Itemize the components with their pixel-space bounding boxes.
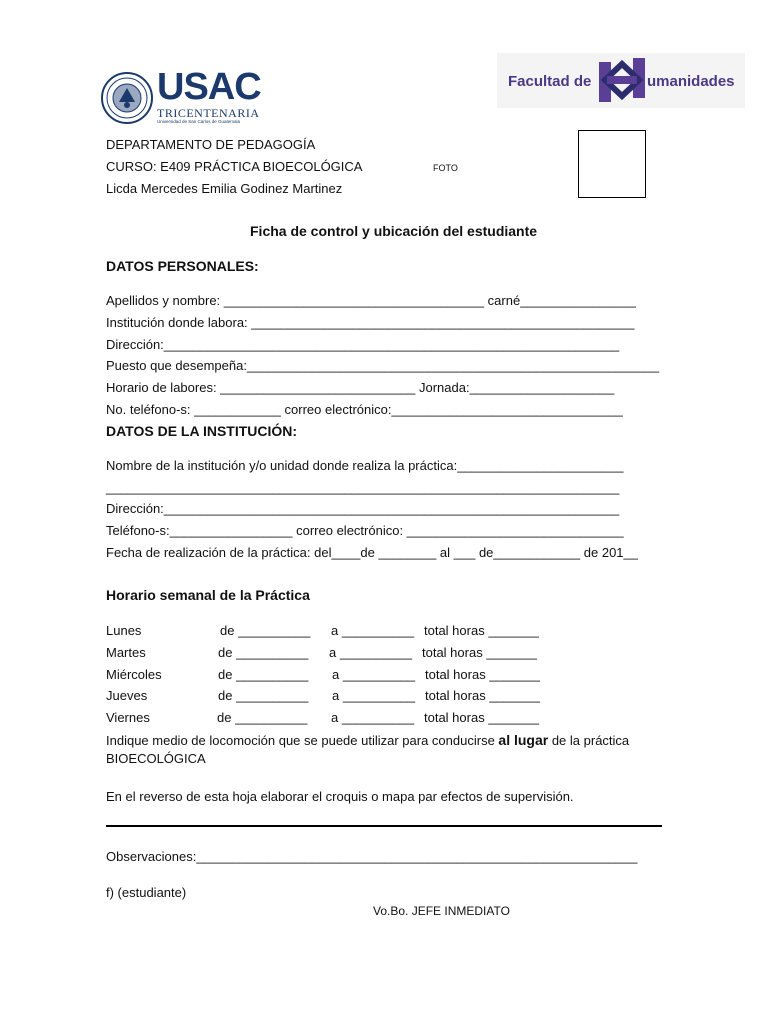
field-address[interactable]: Dirección:_______________________________________________________________: [106, 337, 620, 352]
field-practice-dates[interactable]: Fecha de realización de la práctica: del____de ________ al ___ de____________ de 201__: [106, 545, 638, 560]
field-institution-name[interactable]: Nombre de la institución y/o unidad donde realiza la práctica:_______________________: [106, 458, 624, 473]
schedule-total-field[interactable]: total horas _______: [422, 645, 537, 660]
schedule-day: Viernes: [106, 710, 150, 725]
schedule-to-field[interactable]: a __________: [329, 645, 413, 660]
field-phone-email[interactable]: No. teléfono-s: ____________ correo electrónico:________________________________: [106, 402, 623, 417]
schedule-total-field[interactable]: total horas _______: [424, 623, 539, 638]
transport-question: [106, 732, 629, 748]
transport-text-b: de la práctica: [548, 733, 630, 748]
transport-text-a: Indique medio de locomoción que se puede utilizar para conducirse: [106, 733, 499, 748]
schedule-total-field[interactable]: total horas _______: [424, 710, 539, 725]
schedule-from-field[interactable]: de __________: [218, 688, 309, 703]
transport-question-line2: BIOECOLÓGICA: [106, 751, 206, 766]
usac-wordmark: USAC: [157, 66, 261, 108]
usac-tagline: TRICENTENARIA: [157, 106, 260, 120]
schedule-day: Martes: [106, 645, 146, 660]
usac-subtitle: Universidad de San Carlos de Guatemala: [157, 119, 241, 124]
field-work-hours[interactable]: Horario de labores: ___________________________ Jornada:____________________: [106, 380, 615, 395]
schedule-to-field[interactable]: a __________: [331, 710, 415, 725]
form-title: Ficha de control y ubicación del estudiante: [250, 223, 538, 239]
schedule-from-field[interactable]: de __________: [217, 710, 308, 725]
humanidades-h-icon: [597, 56, 647, 104]
schedule-to-field[interactable]: a __________: [332, 667, 416, 682]
photo-box: [578, 130, 646, 198]
schedule-total-field[interactable]: total horas _______: [425, 667, 540, 682]
humanidades-logo-text-a: Facultad de: [508, 73, 592, 90]
teacher-name: Licda Mercedes Emilia Godinez Martinez: [106, 181, 343, 196]
schedule-from-field[interactable]: de __________: [218, 667, 309, 682]
photo-label: FOTO: [433, 163, 458, 173]
department-label: DEPARTAMENTO DE PEDAGOGÍA: [106, 137, 316, 152]
field-observations[interactable]: Observaciones:_____________________________________________________________: [106, 849, 638, 864]
personal-data-heading: DATOS PERSONALES:: [106, 258, 259, 274]
field-institution-phone-email[interactable]: Teléfono-s:_________________ correo electrónico: ______________________________: [106, 523, 624, 538]
schedule-to-field[interactable]: a __________: [332, 688, 416, 703]
schedule-to-field[interactable]: a __________: [331, 623, 415, 638]
schedule-heading: Horario semanal de la Práctica: [106, 587, 310, 603]
field-institution-address[interactable]: Dirección:_______________________________________________________________: [106, 501, 620, 516]
usac-logo: [157, 68, 261, 125]
transport-text-bold: al lugar: [498, 732, 549, 748]
usac-seal-icon: [101, 72, 153, 124]
schedule-total-field[interactable]: total horas _______: [425, 688, 540, 703]
field-workplace[interactable]: Institución donde labora: _____________________________________________________: [106, 315, 635, 330]
humanidades-logo: [497, 53, 745, 108]
schedule-day: Jueves: [106, 688, 148, 703]
signature-boss: Vo.Bo. JEFE INMEDIATO: [373, 904, 510, 918]
humanidades-logo-text-b: umanidades: [647, 73, 735, 90]
schedule-day: Lunes: [106, 623, 142, 638]
reverse-note: En el reverso de esta hoja elaborar el croquis o mapa par efectos de supervisión.: [106, 789, 574, 804]
schedule-from-field[interactable]: de __________: [218, 645, 309, 660]
schedule-from-field[interactable]: de __________: [220, 623, 311, 638]
field-full-name[interactable]: Apellidos y nombre: ____________________________________ carné________________: [106, 293, 636, 308]
signature-student: f) (estudiante): [106, 885, 187, 900]
institution-heading: DATOS DE LA INSTITUCIÓN:: [106, 423, 298, 439]
schedule-day: Miércoles: [106, 667, 162, 682]
separator-line: [106, 825, 662, 827]
field-institution-name-cont[interactable]: _______________________________________________________________________: [106, 480, 620, 495]
course-label: CURSO: E409 PRÁCTICA BIOECOLÓGICA: [106, 159, 363, 174]
field-position[interactable]: Puesto que desempeña:_________________________________________________________: [106, 358, 660, 373]
